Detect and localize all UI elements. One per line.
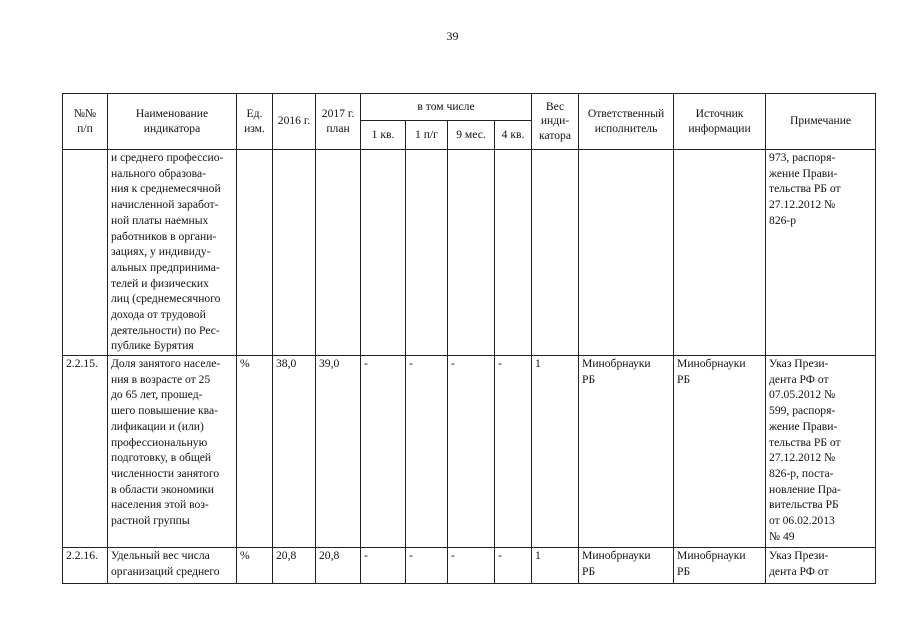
table-row bbox=[63, 150, 876, 356]
header-indicator-name: Наименование индикатора bbox=[108, 94, 237, 150]
header-number: №№ п/п bbox=[63, 94, 108, 150]
page-number: 39 bbox=[446, 29, 459, 43]
cell-half-year: - bbox=[406, 356, 448, 548]
cell-indicator-name: и среднего профессио- нального образова- ния к среднемесячной начисленной заработ- ной платы наемных работников в органи- зациях, у индивиду- альных предпринима- телей и физических лиц (среднемесячного дохода от трудовой деятельности) по Рес- публике Бурятия bbox=[108, 150, 237, 356]
cell-indicator-weight: 1 bbox=[532, 356, 579, 548]
header-q1: 1 кв. bbox=[361, 121, 406, 150]
cell-9-months bbox=[448, 150, 495, 356]
indicators-table bbox=[62, 93, 876, 584]
table-row bbox=[63, 356, 876, 548]
cell-note: Указ Прези- дента РФ от bbox=[766, 548, 876, 584]
header-indicator-weight: Вес инди- катора bbox=[532, 94, 579, 150]
cell-number bbox=[63, 150, 108, 356]
header-9-months: 9 мес. bbox=[448, 121, 495, 150]
header-note: Примечание bbox=[766, 94, 876, 150]
cell-indicator-weight: 1 bbox=[532, 548, 579, 584]
cell-q4: - bbox=[495, 548, 532, 584]
cell-number: 2.2.15. bbox=[63, 356, 108, 548]
cell-q4 bbox=[495, 150, 532, 356]
cell-year-2017-plan: 20,8 bbox=[316, 548, 361, 584]
cell-responsible-executor: Минобрнауки РБ bbox=[579, 356, 674, 548]
cell-q1: - bbox=[361, 356, 406, 548]
cell-information-source bbox=[674, 150, 766, 356]
cell-indicator-weight bbox=[532, 150, 579, 356]
header-half-year: 1 п/г bbox=[406, 121, 448, 150]
cell-responsible-executor: Минобрнауки РБ bbox=[579, 548, 674, 584]
cell-year-2016: 20,8 bbox=[273, 548, 316, 584]
cell-half-year: - bbox=[406, 548, 448, 584]
header-year-2017-plan: 2017 г. план bbox=[316, 94, 361, 150]
header-unit: Ед. изм. bbox=[237, 94, 273, 150]
header-q4: 4 кв. bbox=[495, 121, 532, 150]
cell-unit: % bbox=[237, 548, 273, 584]
cell-information-source: Минобрнауки РБ bbox=[674, 548, 766, 584]
cell-q1 bbox=[361, 150, 406, 356]
cell-note: 973, распоря- жение Прави- тельства РБ от 27.12.2012 № 826-р bbox=[766, 150, 876, 356]
cell-unit: % bbox=[237, 356, 273, 548]
cell-half-year bbox=[406, 150, 448, 356]
cell-9-months: - bbox=[448, 548, 495, 584]
cell-9-months: - bbox=[448, 356, 495, 548]
header-year-2016: 2016 г. bbox=[273, 94, 316, 150]
table-row bbox=[63, 548, 876, 584]
cell-indicator-name: Доля занятого населе- ния в возрасте от 25 до 65 лет, прошед- шего повышение ква- лификации и (или) профессиональную подготовку, в общей численности занятого в области экономики населения этой воз- растной группы bbox=[108, 356, 237, 548]
cell-number: 2.2.16. bbox=[63, 548, 108, 584]
cell-year-2016: 38,0 bbox=[273, 356, 316, 548]
cell-information-source: Минобрнауки РБ bbox=[674, 356, 766, 548]
header-information-source: Источник информации bbox=[674, 94, 766, 150]
cell-q4: - bbox=[495, 356, 532, 548]
cell-year-2016 bbox=[273, 150, 316, 356]
cell-year-2017-plan: 39,0 bbox=[316, 356, 361, 548]
cell-year-2017-plan bbox=[316, 150, 361, 356]
header-responsible-executor: Ответственный исполнитель bbox=[579, 94, 674, 150]
cell-unit bbox=[237, 150, 273, 356]
cell-responsible-executor bbox=[579, 150, 674, 356]
table-header-row bbox=[63, 94, 876, 121]
cell-q1: - bbox=[361, 548, 406, 584]
header-including: в том числе bbox=[361, 94, 532, 121]
cell-indicator-name: Удельный вес числа организаций среднего bbox=[108, 548, 237, 584]
cell-note: Указ Прези- дента РФ от 07.05.2012 № 599, распоря- жение Прави- тельства РБ от 27.12.2012 № 826-р, поста- новление Пра- вительства РБ от 06.02.2013 № 49 bbox=[766, 356, 876, 548]
